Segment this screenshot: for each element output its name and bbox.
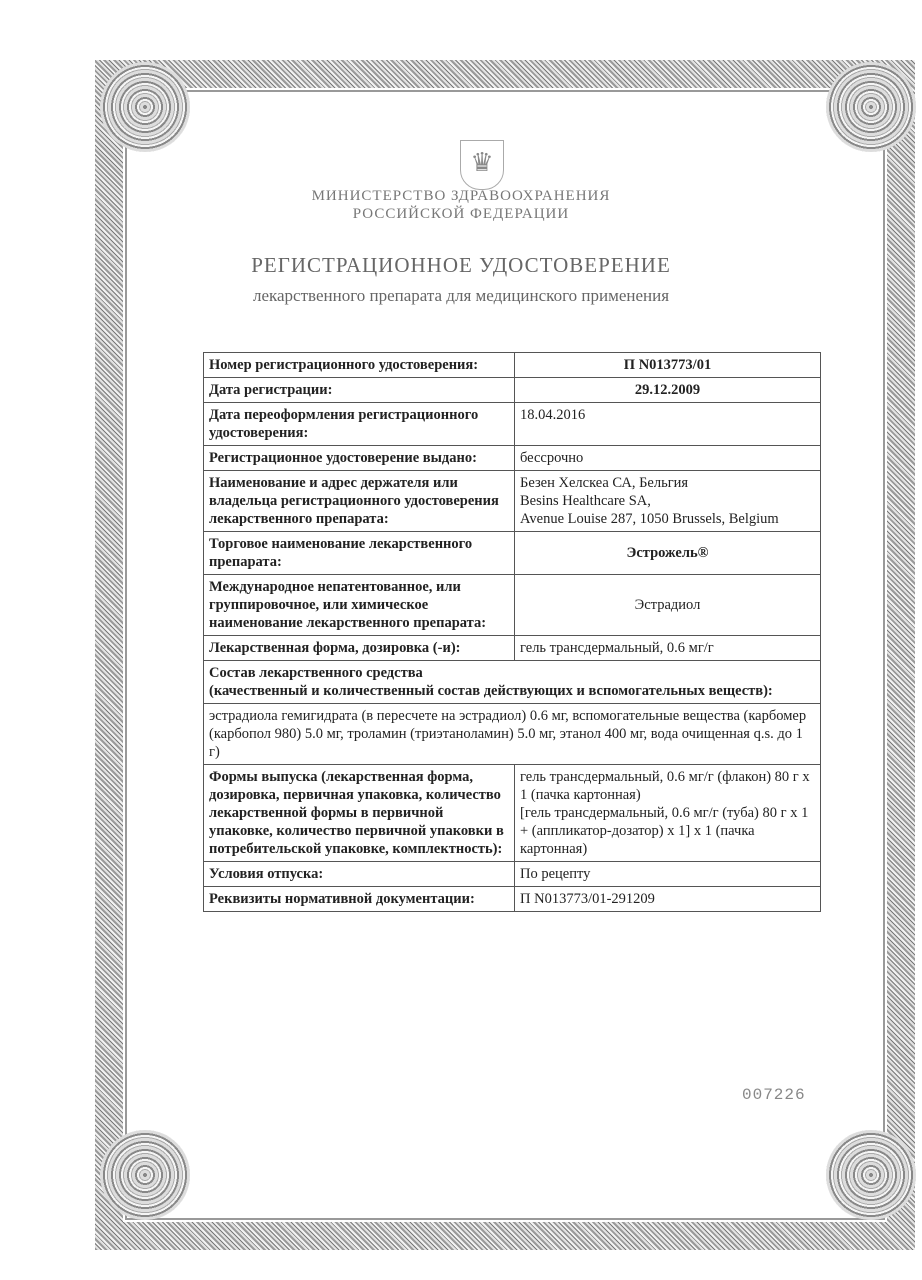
row-label: Дата переоформления регистрационного удостоверения: (204, 403, 515, 446)
certificate-table (203, 352, 821, 912)
table-row (204, 403, 821, 446)
corner-rosette (826, 1130, 916, 1220)
holder-line: Безен Хелскеа СА, Бельгия (520, 475, 689, 491)
trade-name: Эстрожель® (515, 532, 821, 575)
row-label: Номер регистрационного удостоверения: (204, 353, 515, 378)
row-label: Наименование и адрес держателя или владельца регистрационного удостоверения лекарственного препарата: (204, 471, 515, 532)
composition-heading-line: (качественный и количественный состав действующих и вспомогательных веществ): (209, 683, 773, 699)
release-forms (515, 765, 821, 862)
composition-text: эстрадиола гемигидрата (в пересчете на эстрадиол) 0.6 мг, вспомогательные вещества (карбомер (карбопол 980) 5.0 мг, троламин (триэтаноламин) 5.0 мг, этанол 400 мг, вода очищенная q.s. до 1 г) (204, 704, 821, 765)
dispensing-conditions: По рецепту (515, 862, 821, 887)
table-row (204, 532, 821, 575)
normative-document: П N013773/01-291209 (515, 887, 821, 912)
row-label: Международное непатентованное, или группировочное, или химическое наименование лекарственного препарата: (204, 575, 515, 636)
document-subtitle: лекарственного препарата для медицинского применения (252, 286, 670, 305)
row-label: Формы выпуска (лекарственная форма, дозировка, первичная упаковка, количество лекарственной формы в первичной упаковке, количество первичной упаковки в потребительской упаковке, комплектность): (204, 765, 515, 862)
table-row (204, 471, 821, 532)
table-row (204, 636, 821, 661)
ministry-line1: МИНИСТЕРСТВО ЗДРАВООХРАНЕНИЯ (311, 188, 611, 204)
holder-line: Avenue Louise 287, 1050 Brussels, Belgium (520, 511, 779, 527)
registration-date: 29.12.2009 (515, 378, 821, 403)
coat-of-arms-icon: ♛ (460, 140, 504, 190)
corner-rosette (826, 62, 916, 152)
table-row (204, 378, 821, 403)
row-label: Условия отпуска: (204, 862, 515, 887)
holder-address (515, 471, 821, 532)
document-title: РЕГИСТРАЦИОННОЕ УДОСТОВЕРЕНИЕ (251, 253, 671, 277)
row-label: Дата регистрации: (204, 378, 515, 403)
table-row (204, 575, 821, 636)
composition-heading-line: Состав лекарственного средства (209, 665, 423, 681)
ministry-line2: РОССИЙСКОЙ ФЕДЕРАЦИИ (352, 206, 570, 222)
table-row (204, 862, 821, 887)
dosage-form: гель трансдермальный, 0.6 мг/г (515, 636, 821, 661)
release-form-line: гель трансдермальный, 0.6 мг/г (флакон) 80 г х 1 (пачка картонная) (520, 769, 810, 803)
table-row (204, 887, 821, 912)
row-label: Торговое наименование лекарственного препарата: (204, 532, 515, 575)
table-row (204, 661, 821, 704)
validity: бессрочно (515, 446, 821, 471)
row-label: Регистрационное удостоверение выдано: (204, 446, 515, 471)
table-row (204, 704, 821, 765)
table-row (204, 765, 821, 862)
holder-line: Besins Healthcare SA, (520, 493, 651, 509)
corner-rosette (100, 62, 190, 152)
serial-number: 007226 (742, 1086, 806, 1104)
row-label: Лекарственная форма, дозировка (-и): (204, 636, 515, 661)
corner-rosette (100, 1130, 190, 1220)
table-row (204, 446, 821, 471)
reissue-date: 18.04.2016 (515, 403, 821, 446)
composition-heading (204, 661, 821, 704)
row-label: Реквизиты нормативной документации: (204, 887, 515, 912)
release-form-line: [гель трансдермальный, 0.6 мг/г (туба) 80 г х 1 + (аппликатор-дозатор) х 1] х 1 (пачка картонная) (520, 805, 809, 857)
registration-number: П N013773/01 (515, 353, 821, 378)
inn-name: Эстрадиол (515, 575, 821, 636)
table-row (204, 353, 821, 378)
